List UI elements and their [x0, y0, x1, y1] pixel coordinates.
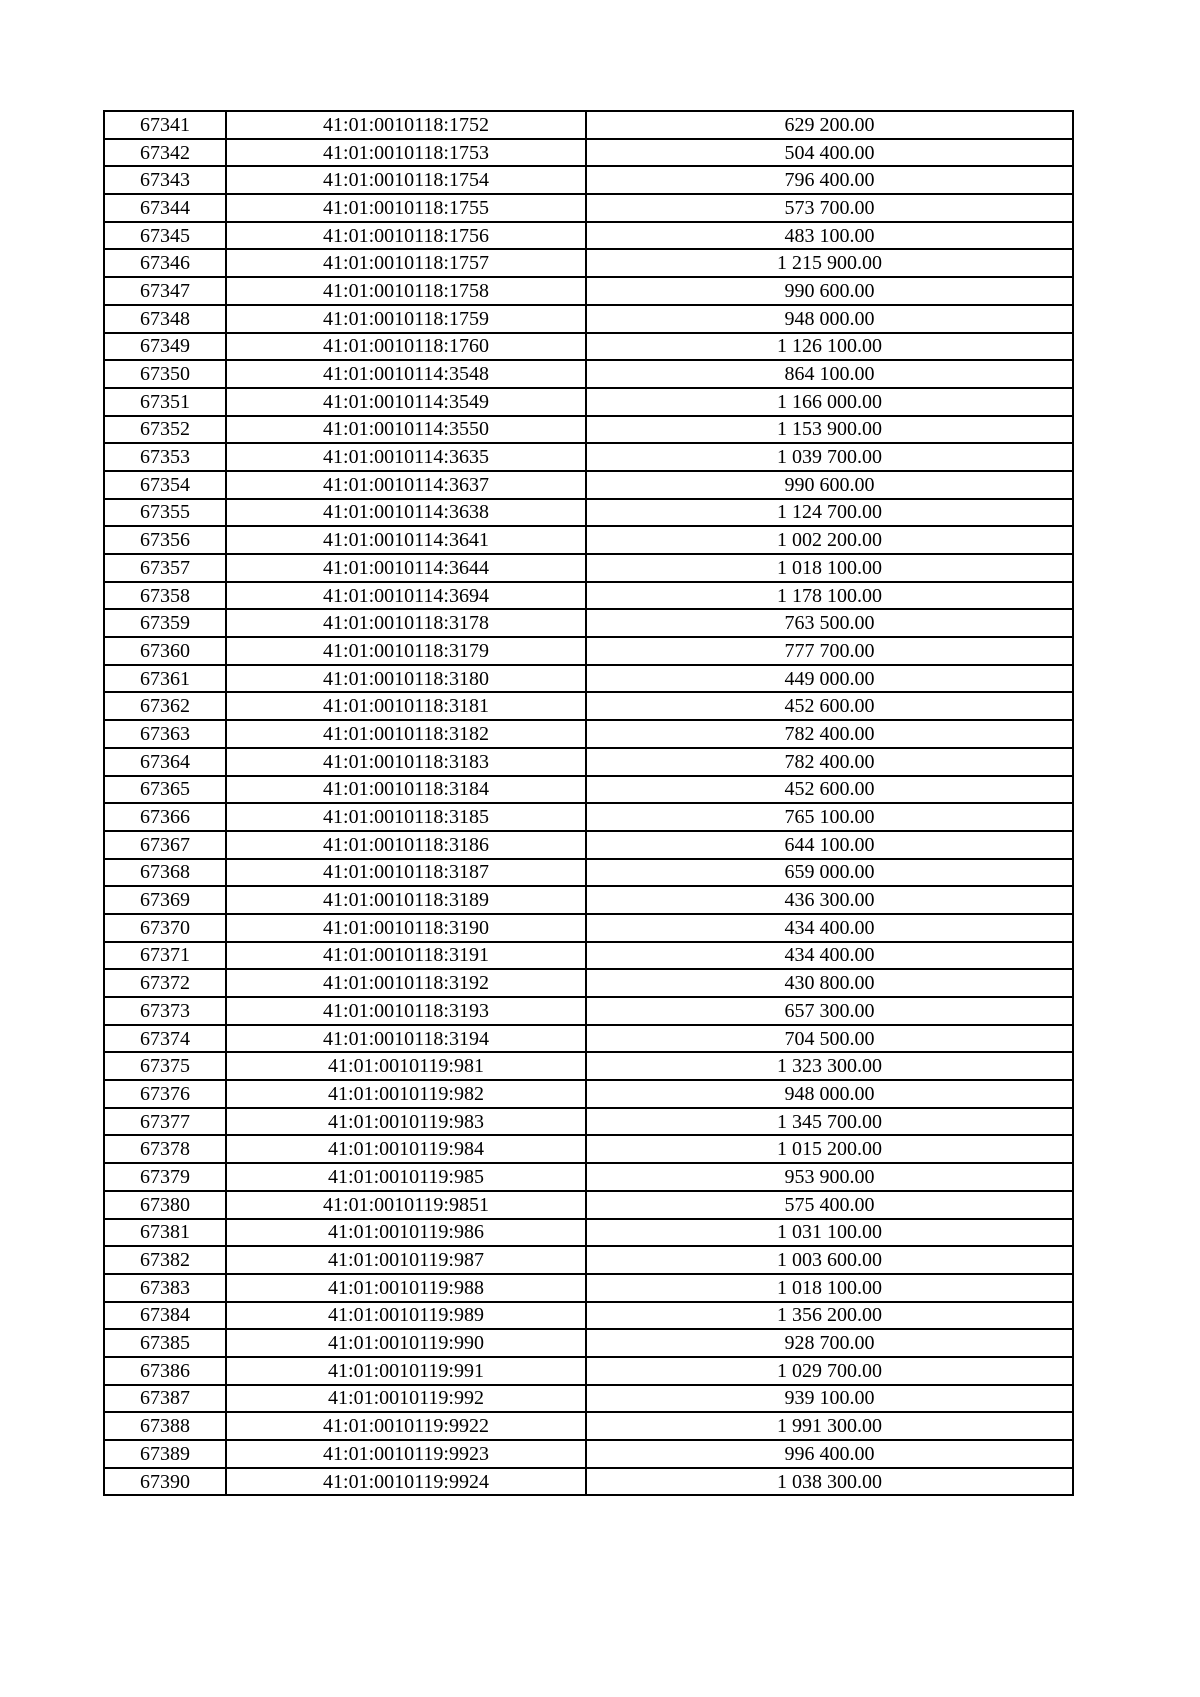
row-number-cell: 67386 [104, 1357, 226, 1385]
table-row [104, 1468, 1073, 1496]
row-number-cell: 67352 [104, 416, 226, 444]
cadastral-value-cell: 782 400.00 [586, 720, 1073, 748]
table-row [104, 637, 1073, 665]
row-number-cell: 67363 [104, 720, 226, 748]
cadastral-value-cell: 449 000.00 [586, 665, 1073, 693]
table-row [104, 748, 1073, 776]
row-number-cell: 67383 [104, 1274, 226, 1302]
cadastral-value-cell: 996 400.00 [586, 1440, 1073, 1468]
cadastral-number-cell: 41:01:0010114:3548 [226, 360, 586, 388]
row-number-cell: 67367 [104, 831, 226, 859]
cadastral-value-cell: 629 200.00 [586, 111, 1073, 139]
cadastral-number-cell: 41:01:0010118:1758 [226, 277, 586, 305]
cadastral-number-cell: 41:01:0010119:990 [226, 1329, 586, 1357]
cadastral-number-cell: 41:01:0010118:3192 [226, 969, 586, 997]
table-row [104, 969, 1073, 997]
table-row [104, 665, 1073, 693]
cadastral-number-cell: 41:01:0010118:3189 [226, 886, 586, 914]
table-row [104, 222, 1073, 250]
cadastral-number-cell: 41:01:0010118:3179 [226, 637, 586, 665]
cadastral-value-cell: 1 018 100.00 [586, 1274, 1073, 1302]
cadastral-value-cell: 1 356 200.00 [586, 1302, 1073, 1330]
row-number-cell: 67351 [104, 388, 226, 416]
cadastral-value-cell: 990 600.00 [586, 277, 1073, 305]
row-number-cell: 67372 [104, 969, 226, 997]
cadastral-value-cell: 1 126 100.00 [586, 333, 1073, 361]
row-number-cell: 67385 [104, 1329, 226, 1357]
cadastral-number-cell: 41:01:0010118:3183 [226, 748, 586, 776]
cadastral-value-cell: 765 100.00 [586, 803, 1073, 831]
cadastral-value-cell: 939 100.00 [586, 1385, 1073, 1413]
cadastral-number-cell: 41:01:0010119:9923 [226, 1440, 586, 1468]
table-row [104, 1357, 1073, 1385]
cadastral-value-cell: 782 400.00 [586, 748, 1073, 776]
cadastral-value-cell: 659 000.00 [586, 859, 1073, 887]
cadastral-value-cell: 504 400.00 [586, 139, 1073, 167]
cadastral-value-cell: 1 018 100.00 [586, 554, 1073, 582]
cadastral-number-cell: 41:01:0010118:3184 [226, 776, 586, 804]
row-number-cell: 67389 [104, 1440, 226, 1468]
table-row [104, 360, 1073, 388]
row-number-cell: 67357 [104, 554, 226, 582]
cadastral-number-cell: 41:01:0010118:1755 [226, 194, 586, 222]
cadastral-value-cell: 573 700.00 [586, 194, 1073, 222]
row-number-cell: 67347 [104, 277, 226, 305]
table-row [104, 1440, 1073, 1468]
table-row [104, 582, 1073, 610]
row-number-cell: 67384 [104, 1302, 226, 1330]
cadastral-number-cell: 41:01:0010118:1757 [226, 249, 586, 277]
table-row [104, 1412, 1073, 1440]
cadastral-number-cell: 41:01:0010118:3178 [226, 609, 586, 637]
row-number-cell: 67376 [104, 1080, 226, 1108]
cadastral-value-cell: 436 300.00 [586, 886, 1073, 914]
cadastral-value-cell: 452 600.00 [586, 776, 1073, 804]
cadastral-value-cell: 1 215 900.00 [586, 249, 1073, 277]
table-row [104, 720, 1073, 748]
cadastral-number-cell: 41:01:0010118:3180 [226, 665, 586, 693]
table-row [104, 1025, 1073, 1053]
row-number-cell: 67341 [104, 111, 226, 139]
table-row [104, 277, 1073, 305]
cadastral-value-cell: 434 400.00 [586, 914, 1073, 942]
cadastral-number-cell: 41:01:0010118:1756 [226, 222, 586, 250]
cadastral-value-cell: 1 124 700.00 [586, 499, 1073, 527]
cadastral-number-cell: 41:01:0010118:1753 [226, 139, 586, 167]
cadastral-number-cell: 41:01:0010119:988 [226, 1274, 586, 1302]
table-row [104, 886, 1073, 914]
table-row [104, 1191, 1073, 1219]
row-number-cell: 67373 [104, 997, 226, 1025]
row-number-cell: 67368 [104, 859, 226, 887]
row-number-cell: 67379 [104, 1163, 226, 1191]
cadastral-number-cell: 41:01:0010119:989 [226, 1302, 586, 1330]
table-row [104, 416, 1073, 444]
cadastral-value-cell: 1 015 200.00 [586, 1135, 1073, 1163]
cadastral-number-cell: 41:01:0010119:981 [226, 1052, 586, 1080]
row-number-cell: 67360 [104, 637, 226, 665]
cadastral-value-cell: 704 500.00 [586, 1025, 1073, 1053]
cadastral-number-cell: 41:01:0010118:1754 [226, 166, 586, 194]
cadastral-number-cell: 41:01:0010119:987 [226, 1246, 586, 1274]
table-row [104, 194, 1073, 222]
cadastral-value-cell: 1 345 700.00 [586, 1108, 1073, 1136]
row-number-cell: 67361 [104, 665, 226, 693]
cadastral-value-cell: 948 000.00 [586, 305, 1073, 333]
cadastral-value-cell: 1 039 700.00 [586, 443, 1073, 471]
cadastral-number-cell: 41:01:0010119:992 [226, 1385, 586, 1413]
row-number-cell: 67359 [104, 609, 226, 637]
table-row [104, 111, 1073, 139]
table-row [104, 499, 1073, 527]
row-number-cell: 67355 [104, 499, 226, 527]
cadastral-value-cell: 777 700.00 [586, 637, 1073, 665]
cadastral-number-cell: 41:01:0010118:1759 [226, 305, 586, 333]
cadastral-number-cell: 41:01:0010118:3181 [226, 692, 586, 720]
cadastral-number-cell: 41:01:0010118:1760 [226, 333, 586, 361]
cadastral-number-cell: 41:01:0010118:3191 [226, 942, 586, 970]
cadastral-value-cell: 928 700.00 [586, 1329, 1073, 1357]
table-row [104, 776, 1073, 804]
row-number-cell: 67377 [104, 1108, 226, 1136]
table-row [104, 1052, 1073, 1080]
cadastral-number-cell: 41:01:0010118:3185 [226, 803, 586, 831]
cadastral-value-cell: 1 003 600.00 [586, 1246, 1073, 1274]
table-row [104, 166, 1073, 194]
cadastral-value-cell: 1 991 300.00 [586, 1412, 1073, 1440]
cadastral-value-cell: 796 400.00 [586, 166, 1073, 194]
row-number-cell: 67365 [104, 776, 226, 804]
cadastral-value-cell: 1 031 100.00 [586, 1219, 1073, 1247]
cadastral-number-cell: 41:01:0010119:9922 [226, 1412, 586, 1440]
cadastral-number-cell: 41:01:0010119:991 [226, 1357, 586, 1385]
row-number-cell: 67371 [104, 942, 226, 970]
table-row [104, 859, 1073, 887]
table-body [104, 111, 1073, 1495]
cadastral-number-cell: 41:01:0010114:3549 [226, 388, 586, 416]
cadastral-value-cell: 763 500.00 [586, 609, 1073, 637]
cadastral-number-cell: 41:01:0010114:3641 [226, 526, 586, 554]
cadastral-number-cell: 41:01:0010119:9924 [226, 1468, 586, 1496]
cadastral-number-cell: 41:01:0010118:3194 [226, 1025, 586, 1053]
table-row [104, 1080, 1073, 1108]
cadastral-value-cell: 953 900.00 [586, 1163, 1073, 1191]
table-row [104, 1385, 1073, 1413]
cadastral-value-cell: 864 100.00 [586, 360, 1073, 388]
row-number-cell: 67380 [104, 1191, 226, 1219]
table-row [104, 1302, 1073, 1330]
table-row [104, 942, 1073, 970]
cadastral-value-cell: 1 029 700.00 [586, 1357, 1073, 1385]
row-number-cell: 67362 [104, 692, 226, 720]
row-number-cell: 67374 [104, 1025, 226, 1053]
row-number-cell: 67390 [104, 1468, 226, 1496]
cadastral-number-cell: 41:01:0010119:982 [226, 1080, 586, 1108]
table-row [104, 249, 1073, 277]
row-number-cell: 67370 [104, 914, 226, 942]
cadastral-value-cell: 430 800.00 [586, 969, 1073, 997]
cadastral-value-cell: 644 100.00 [586, 831, 1073, 859]
cadastral-value-cell: 657 300.00 [586, 997, 1073, 1025]
row-number-cell: 67348 [104, 305, 226, 333]
table-row [104, 1274, 1073, 1302]
table-row [104, 1246, 1073, 1274]
cadastral-number-cell: 41:01:0010118:3190 [226, 914, 586, 942]
table-row [104, 692, 1073, 720]
cadastral-value-cell: 1 178 100.00 [586, 582, 1073, 610]
row-number-cell: 67378 [104, 1135, 226, 1163]
cadastral-value-cell: 1 166 000.00 [586, 388, 1073, 416]
row-number-cell: 67342 [104, 139, 226, 167]
cadastral-number-cell: 41:01:0010118:3187 [226, 859, 586, 887]
cadastral-number-cell: 41:01:0010118:3186 [226, 831, 586, 859]
row-number-cell: 67353 [104, 443, 226, 471]
row-number-cell: 67356 [104, 526, 226, 554]
cadastral-number-cell: 41:01:0010114:3637 [226, 471, 586, 499]
table-row [104, 526, 1073, 554]
row-number-cell: 67364 [104, 748, 226, 776]
table-row [104, 554, 1073, 582]
cadastral-number-cell: 41:01:0010119:986 [226, 1219, 586, 1247]
table-row [104, 803, 1073, 831]
cadastral-value-cell: 575 400.00 [586, 1191, 1073, 1219]
cadastral-number-cell: 41:01:0010114:3694 [226, 582, 586, 610]
cadastral-value-table [103, 110, 1074, 1496]
cadastral-value-cell: 990 600.00 [586, 471, 1073, 499]
table-row [104, 1329, 1073, 1357]
row-number-cell: 67366 [104, 803, 226, 831]
row-number-cell: 67344 [104, 194, 226, 222]
row-number-cell: 67381 [104, 1219, 226, 1247]
row-number-cell: 67345 [104, 222, 226, 250]
cadastral-number-cell: 41:01:0010114:3550 [226, 416, 586, 444]
table-row [104, 443, 1073, 471]
cadastral-value-cell: 1 323 300.00 [586, 1052, 1073, 1080]
row-number-cell: 67375 [104, 1052, 226, 1080]
cadastral-number-cell: 41:01:0010118:3193 [226, 997, 586, 1025]
row-number-cell: 67349 [104, 333, 226, 361]
cadastral-number-cell: 41:01:0010114:3635 [226, 443, 586, 471]
cadastral-number-cell: 41:01:0010119:984 [226, 1135, 586, 1163]
cadastral-value-cell: 1 002 200.00 [586, 526, 1073, 554]
cadastral-number-cell: 41:01:0010119:983 [226, 1108, 586, 1136]
table-row [104, 471, 1073, 499]
row-number-cell: 67346 [104, 249, 226, 277]
cadastral-value-cell: 483 100.00 [586, 222, 1073, 250]
table-row [104, 1135, 1073, 1163]
table-row [104, 1108, 1073, 1136]
table-row [104, 305, 1073, 333]
row-number-cell: 67382 [104, 1246, 226, 1274]
row-number-cell: 67369 [104, 886, 226, 914]
table-row [104, 609, 1073, 637]
row-number-cell: 67343 [104, 166, 226, 194]
cadastral-number-cell: 41:01:0010118:3182 [226, 720, 586, 748]
table-row [104, 997, 1073, 1025]
table-row [104, 1219, 1073, 1247]
cadastral-number-cell: 41:01:0010119:985 [226, 1163, 586, 1191]
cadastral-value-cell: 948 000.00 [586, 1080, 1073, 1108]
cadastral-number-cell: 41:01:0010119:9851 [226, 1191, 586, 1219]
cadastral-number-cell: 41:01:0010114:3644 [226, 554, 586, 582]
cadastral-value-cell: 434 400.00 [586, 942, 1073, 970]
cadastral-value-cell: 452 600.00 [586, 692, 1073, 720]
row-number-cell: 67388 [104, 1412, 226, 1440]
table-row [104, 831, 1073, 859]
row-number-cell: 67350 [104, 360, 226, 388]
cadastral-value-cell: 1 153 900.00 [586, 416, 1073, 444]
table-row [104, 1163, 1073, 1191]
cadastral-value-cell: 1 038 300.00 [586, 1468, 1073, 1496]
cadastral-number-cell: 41:01:0010118:1752 [226, 111, 586, 139]
table-row [104, 388, 1073, 416]
row-number-cell: 67387 [104, 1385, 226, 1413]
table-row [104, 333, 1073, 361]
table-row [104, 914, 1073, 942]
row-number-cell: 67354 [104, 471, 226, 499]
table-row [104, 139, 1073, 167]
cadastral-number-cell: 41:01:0010114:3638 [226, 499, 586, 527]
row-number-cell: 67358 [104, 582, 226, 610]
